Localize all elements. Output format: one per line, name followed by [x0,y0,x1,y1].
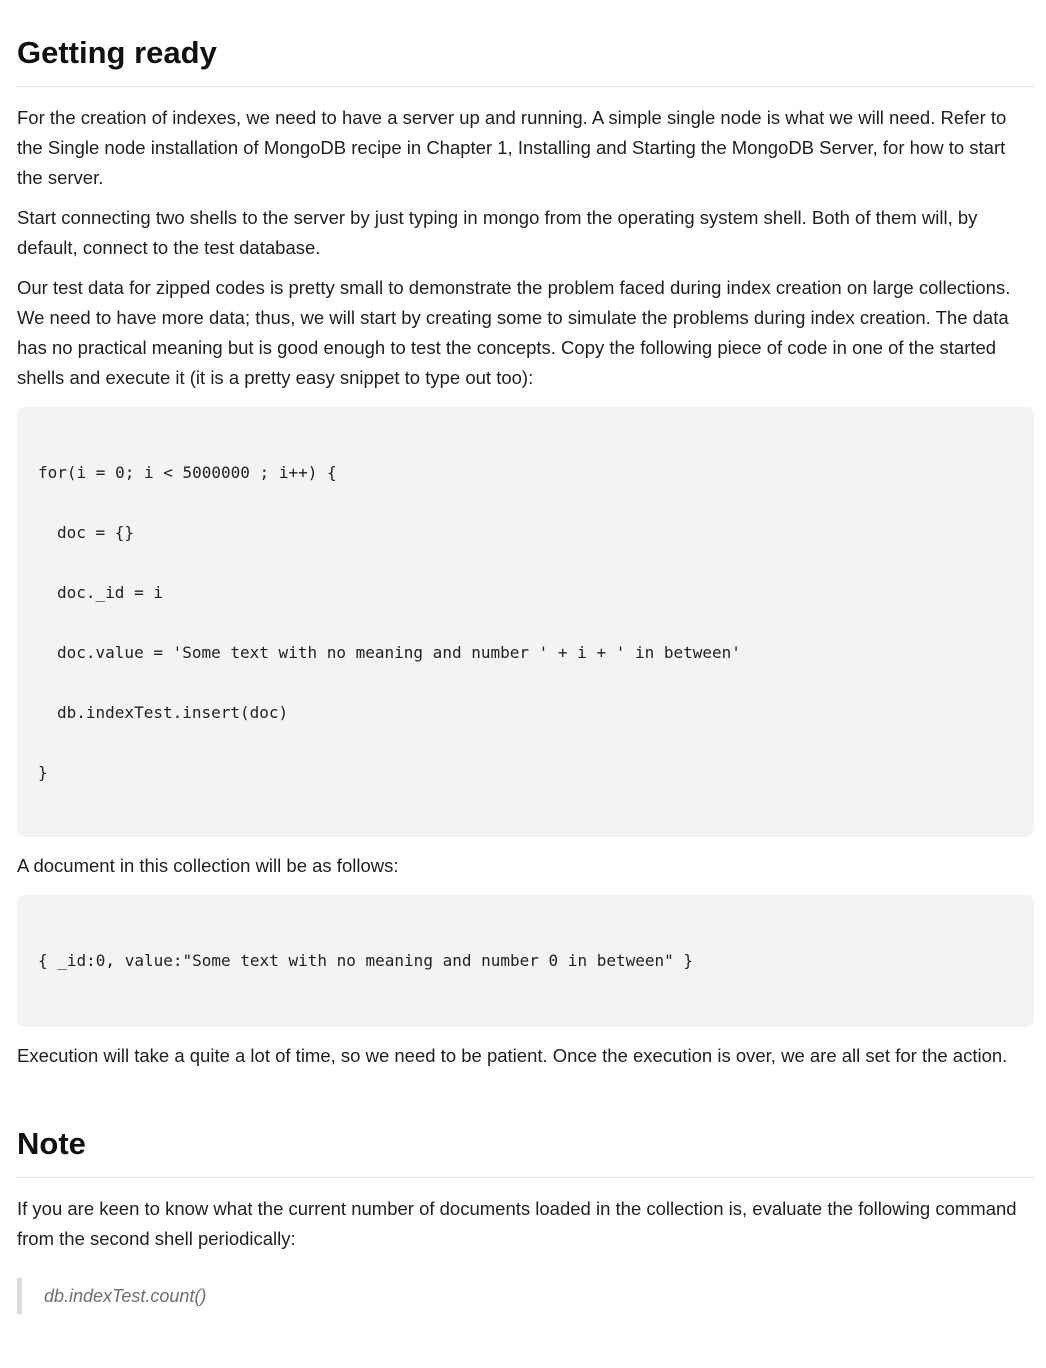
code-line: } [38,763,48,782]
paragraph-execution: Execution will take a quite a lot of time, so we need to be patient. Once the execution is over, we are all set for the action. [17,1045,1008,1066]
paragraph-test-data: Our test data for zipped codes is pretty small to demonstrate the problem faced during index creation on large collections. We need to have more data; thus, we will start by creating some to simulate the problems during index creation. The data has no practical meaning but is good enough to test the concepts. Copy the following piece of code in one of the started shells and execute it (it is a pretty easy snippet to type out too): [17,277,1011,388]
quote-count-command [17,1278,1034,1314]
heading-note: Note [17,1125,1034,1178]
code-line: db.indexTest.insert(doc) [57,703,289,722]
code-line: doc.value = 'Some text with no meaning and number ' + i + ' in between' [57,643,741,662]
code-block-document[interactable] [17,895,1034,1027]
code-line: doc = {} [57,523,135,542]
paragraph-connect-shells: Start connecting two shells to the server by just typing in mongo from the operating system shell. Both of them will, by default, connect to the test database. [17,207,978,258]
heading-getting-ready: Getting ready [17,0,1034,87]
paragraph-document-intro: A document in this collection will be as follows: [17,855,399,876]
paragraph-server-setup: For the creation of indexes, we need to have a server up and running. A simple single node is what we will need. Refer to the Single node installation of MongoDB recipe in Chapter 1, Installing and Starting the MongoDB Server, for how to start the server. [17,107,1007,188]
code-line: for(i = 0; i < 5000000 ; i++) { [38,463,337,482]
code-line: { _id:0, value:"Some text with no meaning and number 0 in between" } [38,951,694,970]
code-line: doc._id = i [57,583,163,602]
code-block-loop[interactable] [17,407,1034,837]
quote-text: db.indexTest.count() [44,1286,207,1306]
paragraph-count-hint: If you are keen to know what the current number of documents loaded in the collection is, evaluate the following command from the second shell periodically: [17,1198,1017,1249]
